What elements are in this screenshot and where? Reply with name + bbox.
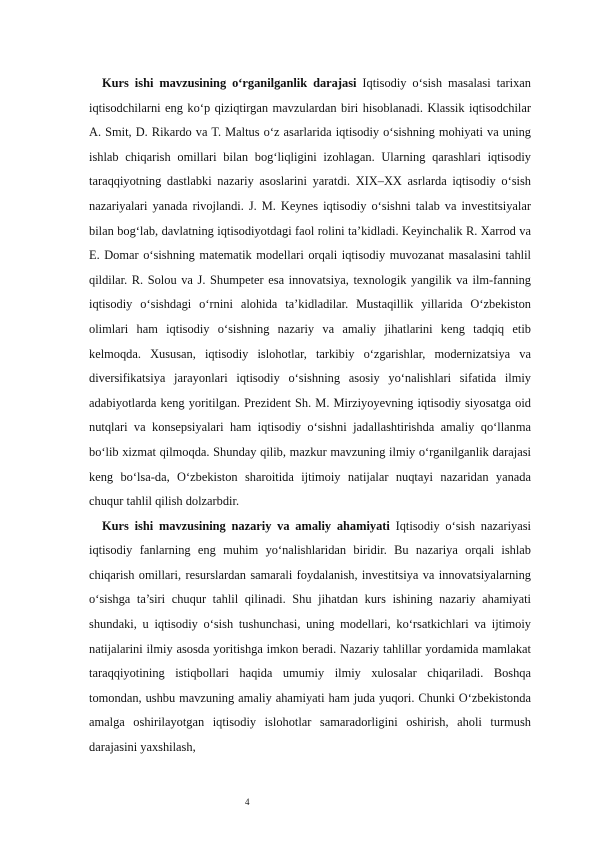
paragraph-text: Iqtisodiy o‘sish masalasi tarixan iqtisodchilarni eng ko‘p qiziqtirgan mavzulardan biri hisoblanadi. Klassik iqtisodchilar A. Smit, D. Rikardo va T. Maltus o‘z asarlarida iqtisodiy o‘sishning mohiyati va uning ishlab chiqarish omillari bilan bog‘liqligini izohlagan. Ularning qarashlari iqtisodiy taraqqiyotning dastlabki nazariy asoslarini yaratdi. XIX–XX asrlarda iqtisodiy o‘sish nazariyalari yanada rivojlandi. J. M. Keynes iqtisodiy o‘sishni talab va investitsiyalar bilan bog‘lab, davlatning iqtisodiyotdagi faol rolini ta’kidladi. Keyinchalik R. Xarrod va E. Domar o‘sishning matematik modellari orqali iqtisodiy muvozanat masalasini tahlil qildilar. R. Solou va J. Shumpeter esa innovatsiya, texnologik yangilik va ilm-fanning iqtisodiy o‘sishdagi o‘rnini alohida ta’kidladilar. Mustaqillik yillarida O‘zbekiston olimlari ham iqtisodiy o‘sishning nazariy va amaliy jihatlarini keng tadqiq etib kelmoqda. Xususan, iqtisodiy islohotlar, tarkibiy o‘zgarishlar, modernizatsiya va diversifikatsiya jarayonlari iqtisodiy o‘sishning asosiy yo‘nalishlari sifatida ilmiy adabiyotlarda keng yoritilgan. Prezident Sh. M. Mirziyoyevning iqtisodiy siyosatga oid nutqlari va konsepsiyalari ham iqtisodiy o‘sishni jadallashtirishda amaliy qo‘llanma bo‘lib xizmat qilmoqda. Shunday qilib, mazkur mavzuning ilmiy o‘rganilganlik darajasi keng bo‘lsa-da, O‘zbekiston sharoitida ijtimoiy natijalar nuqtayi nazaridan yanada chuqur tahlil qilish dolzarbdir. — [89, 76, 531, 509]
paragraph-significance — [89, 514, 531, 760]
document-body — [89, 71, 531, 760]
paragraph-heading: Kurs ishi mavzusining o‘rganilganlik darajasi — [102, 76, 357, 90]
paragraph-text: Iqtisodiy o‘sish nazariyasi iqtisodiy fanlarning eng muhim yo‘nalishlaridan biridir. Bu nazariya orqali ishlab chiqarish omillari, resurslardan samarali foydalanish, investitsiya va innovatsiyalarning o‘sishga ta’siri chuqur tahlil qilinadi. Shu jihatdan kurs ishining nazariy ahamiyati shundaki, u iqtisodiy o‘sish tushunchasi, uning modellari, ko‘rsatkichlari va ijtimoiy natijalarini ilmiy asosda yoritishga imkon beradi. Nazariy tahlillar yordamida mamlakat taraqqiyotining istiqbollari haqida umumiy ilmiy xulosalar chiqariladi. Boshqa tomondan, ushbu mavzuning amaliy ahamiyati ham juda yuqori. Chunki O‘zbekistonda amalga oshirilayotgan iqtisodiy islohotlar samaradorligini oshirish, aholi turmush darajasini yaxshilash, — [89, 518, 531, 755]
page-number: 4 — [245, 797, 250, 807]
paragraph-heading: Kurs ishi mavzusining nazariy va amaliy ahamiyati — [102, 518, 390, 533]
paragraph-study-level — [89, 71, 531, 514]
